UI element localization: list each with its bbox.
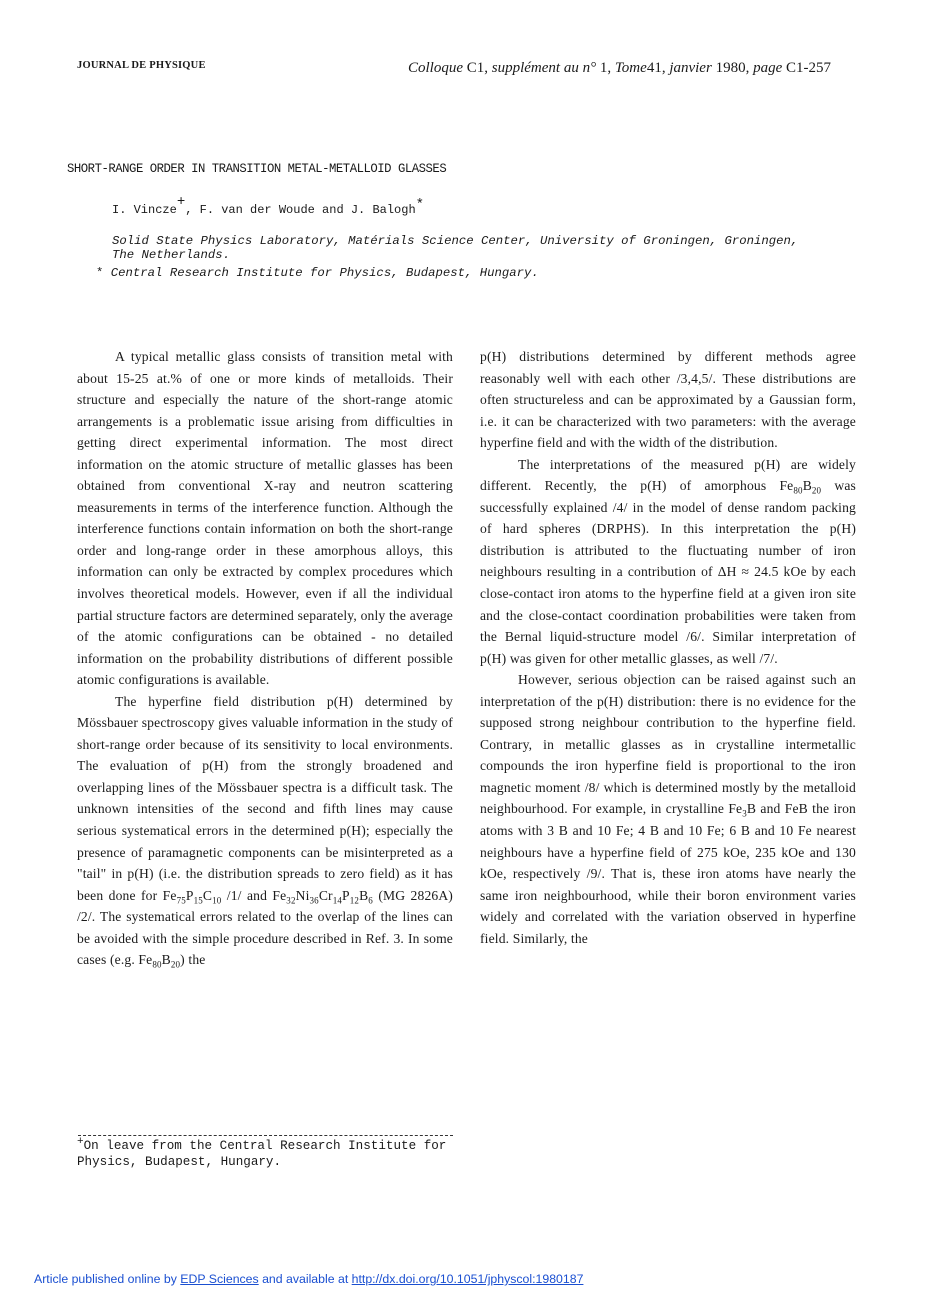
text-run: B — [359, 887, 369, 903]
text-run: P — [185, 887, 194, 903]
author-vincze: I. Vincze — [112, 203, 177, 217]
month-label: janvier — [669, 60, 712, 76]
affiliation-line-2: The Netherlands. — [112, 248, 231, 262]
star-mark: * — [415, 197, 425, 213]
affiliation-groningen — [112, 234, 842, 262]
affiliation-budapest — [96, 266, 539, 280]
affiliation-star: * — [96, 266, 104, 280]
text-run: P — [342, 887, 350, 903]
text-run: Cr — [318, 887, 333, 903]
edp-sciences-link[interactable]: EDP Sciences — [180, 1272, 259, 1286]
paragraph-intro: A typical metallic glass consists of transition metal with about 15-25 at.% of one or more kinds of metalloids. Their structure and especially the nature of the short-range atomic arrangements is a problematic issue arising from difficulties in getting direct experimental information. The most direct information on the atomic structure of metallic glasses has been obtained from conventional X-ray and neutron scattering measurements in terms of the interference function. Although the interference functions contain information on both the short-range order and long-range order in these amorphous alloys, this information can only be extracted by complex procedures which involves theoretical models. However, even if all the individual partial structure factors are determined separately, only the average of the atomic configurations can be obtained - no detailed information on the probability distributions of different possible atomic configurations is available. — [77, 349, 453, 688]
text-run: The interpretations of the measured p(H) are widely different. Recently, the p(H) of amorphous Fe — [480, 456, 856, 494]
subscript: 12 — [349, 895, 360, 906]
footnote-mark: + — [77, 1135, 84, 1148]
subscript: 14 — [332, 895, 343, 906]
right-column — [480, 346, 856, 949]
affiliation-line-3: Central Research Institute for Physics, Budapest, Hungary. — [110, 266, 539, 280]
publication-footer — [34, 1272, 583, 1286]
citation-header — [408, 60, 831, 77]
tome-label: Tome — [614, 60, 647, 76]
text-run: B — [802, 478, 812, 494]
page-label: page — [753, 60, 783, 76]
footer-mid: and available at — [258, 1272, 352, 1286]
affiliation-line-1: Solid State Physics Laboratory, Matérials Science Center, University of Groningen, Groningen, — [112, 234, 799, 248]
author-list — [112, 194, 425, 217]
volume-number: 41, — [646, 60, 666, 76]
doi-link[interactable]: http://dx.doi.org/10.1051/jphyscol:1980187 — [351, 1272, 584, 1286]
page-number: C1-257 — [785, 60, 831, 76]
text-run: /1/ and Fe — [221, 887, 287, 903]
text-run: However, serious objection can be raised against such an interpretation of the p(H) distribution: there is no evidence for the supposed strong neighbour contribution to the hyperfine field. Contrary, in metallic glasses as in crystalline intermetallic compounds the iron hyperfine field is proportional to the iron magnetic moment /8/ which is determined mostly by the metalloid neighbourhood. For example, in crystalline Fe — [480, 672, 856, 817]
footer-prefix: Article published online by — [34, 1272, 181, 1286]
text-run: (MG 2826A) /2/. The systematical errors related to the overlap of the lines can be avoided with the simple procedure described in Ref. 3. In some cases (e.g. Fe — [77, 887, 453, 968]
text-run: B and FeB the iron atoms with 3 B and 10 Fe; 4 B and 10 Fe; 6 B and 10 Fe nearest neighbours have a hyperfine field of 275 kOe, 235 kOe and 130 kOe, respectively /9/. That is, these iron atoms have nearly the same iron neighbourhood, while their boron environment varies widely and correlated with the variation observed in hyperfine field. Similarly, the — [480, 801, 857, 946]
dagger-mark: + — [176, 194, 186, 210]
subscript: 10 — [212, 895, 222, 906]
paper-title: SHORT-RANGE ORDER IN TRANSITION METAL-METALLOID GLASSES — [67, 161, 447, 176]
author-others: , F. van der Woude and J. Balogh — [185, 203, 416, 217]
colloque-number: C1, — [466, 60, 489, 76]
journal-name: JOURNAL DE PHYSIQUE — [77, 60, 206, 71]
year: 1980, — [715, 60, 750, 76]
subscript: 32 — [286, 895, 296, 906]
text-run: Ni — [295, 887, 310, 903]
left-column — [77, 346, 453, 971]
text-run: was successfully explained /4/ in the model of dense random packing of hard spheres (DRPHS). In this interpretation the p(H) distribution is attributed to the fluctuating number of iron neighbours resulting in a contribution of ΔH ≈ 24.5 kOe by each close-contact iron atoms to the hyperfine field at a given iron site and the close-contact coordination probabilities were taken from the Bernal liquid-structure model /6/. Similar interpretation of p(H) was given for other metallic glasses, as well /7/. — [480, 478, 856, 666]
subscript: 75 — [176, 895, 186, 906]
paragraph-hyperfine — [77, 691, 453, 971]
paragraph-objection — [480, 669, 856, 949]
text-run: B — [161, 952, 171, 968]
subscript: 15 — [193, 895, 203, 906]
subscript: 80 — [152, 960, 162, 971]
subscript: 6 — [368, 895, 373, 906]
paragraph-interpretations — [480, 454, 856, 669]
footnote-text: On leave from the Central Research Institute for Physics, Budapest, Hungary. — [77, 1139, 447, 1169]
text-run: The hyperfine field distribution p(H) determined by Mössbauer spectroscopy gives valuable information in the study of short-range order because of its sensitivity to local environments. The evaluation of p(H) from the strongly broadened and overlapping lines of the Mössbauer spectra is a difficult task. The unknown intensities of the second and fifth lines may cause serious systematical errors in the determined p(H); especially the presence of paramagnetic components can be misinterpreted as a "tail" in p(H) (i.e. the distribution spreads to zero field) as it has been done for Fe — [77, 693, 453, 903]
subscript: 20 — [811, 486, 822, 496]
footnote — [77, 1135, 457, 1170]
supplement-label: supplément au n° — [491, 60, 597, 76]
issue-number: 1, — [599, 60, 612, 76]
colloque-label: Colloque — [408, 60, 463, 76]
subscript: 20 — [170, 960, 181, 971]
subscript: 36 — [309, 895, 319, 906]
text-run: ) the — [180, 952, 206, 968]
paragraph-distributions: p(H) distributions determined by different methods agree reasonably well with each other /3,4,5/. These distributions are often structureless and can be approximated by a Gaussian form, i.e. it can be characterized with two parameters: with the average hyperfine field and with the width of the distribution. — [480, 349, 856, 451]
subscript: 3 — [742, 809, 747, 820]
subscript: 80 — [793, 486, 803, 496]
footnote-divider — [78, 1135, 453, 1136]
text-run: C — [202, 887, 213, 903]
